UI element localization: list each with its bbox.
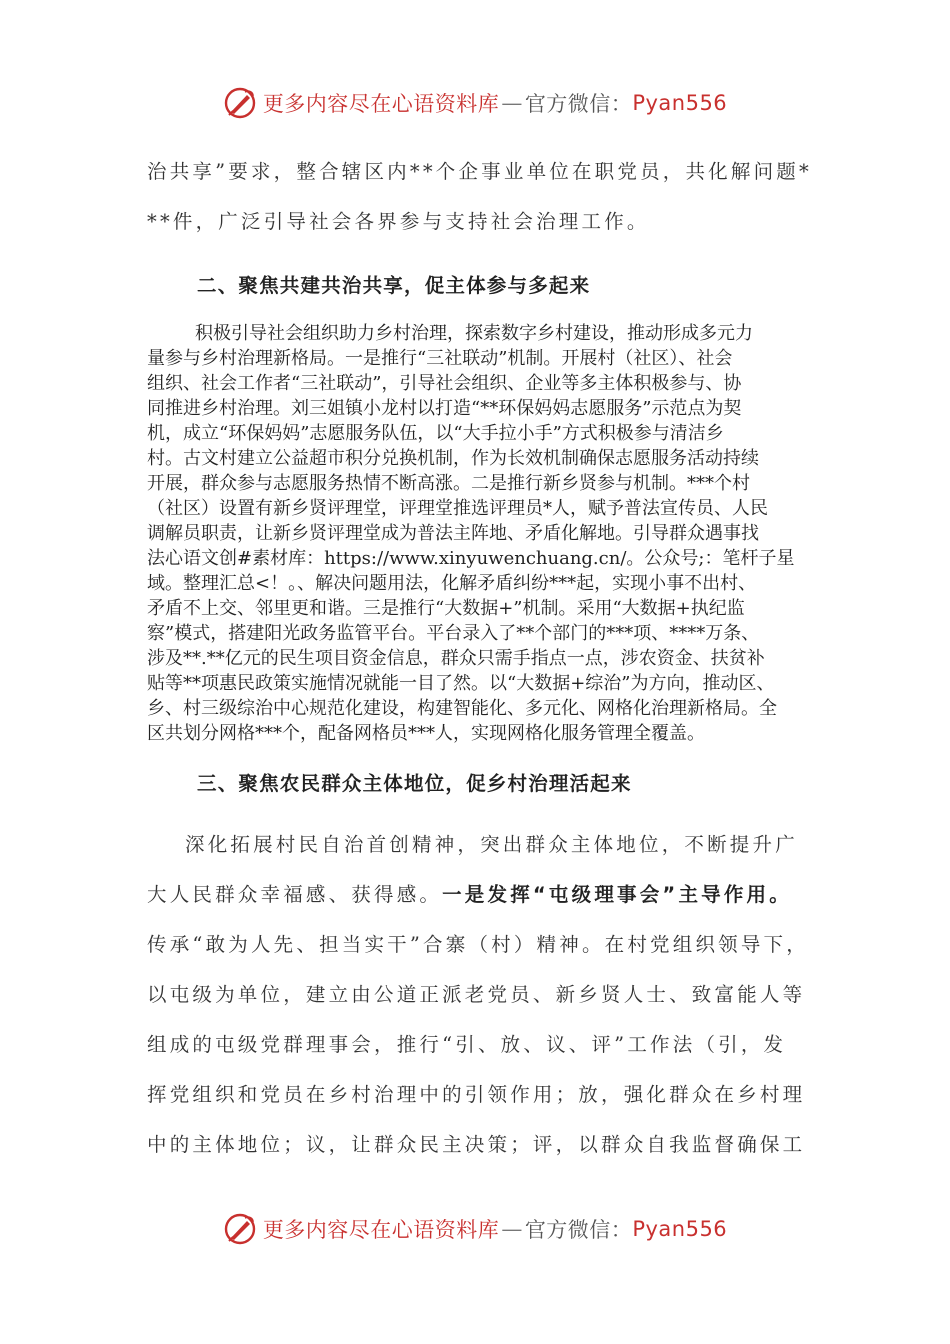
text-line: 开展，群众参与志愿服务热情不断高涨。二是推行新乡贤参与机制。***个村: [147, 473, 750, 494]
text-line: 乡、村三级综治中心规范化建设，构建智能化、多元化、网格化治理新格局。全: [147, 698, 777, 719]
banner-title: 更多内容尽在心语资料库: [262, 1218, 500, 1242]
text-line: **件，广泛引导社会各界参与支持社会治理工作。: [147, 210, 650, 233]
text-line: 深化拓展村民自治首创精神，突出群众主体地位，不断提升广: [185, 833, 798, 856]
text-line: 组成的屯级党群理事会，推行“引、放、议、评”工作法（引，发: [147, 1033, 787, 1056]
section-2-paragraph: [147, 321, 819, 746]
banner-dash: —: [501, 91, 523, 115]
text-line: 矛盾不上交、邻里更和谐。三是推行“大数据+”机制。采用“大数据+执纪监: [147, 598, 745, 619]
text-line: 机，成立“环保妈妈”志愿服务队伍，以“大手拉小手”方式积极参与清洁乡: [147, 423, 724, 444]
text-line: 组织、社会工作者“三社联动”，引导社会组织、企业等多主体积极参与、协: [147, 373, 742, 394]
text-line: 贴等**项惠民政策实施情况就能一目了然。以“大数据+综治”为方向，推动区、: [147, 673, 775, 694]
section-heading-3: 三、聚焦农民群众主体地位，促乡村治理活起来: [197, 772, 632, 795]
banner-wechat-label: 官方微信：: [524, 1218, 633, 1242]
text-line: 积极引导社会组织助力乡村治理，探索数字乡村建设，推动形成多元力: [195, 323, 753, 344]
text-line: 察”模式，搭建阳光政务监管平台。平台录入了**个部门的***项、****万条、: [147, 623, 760, 644]
footer-banner: [0, 1209, 950, 1249]
text-line: 调解员职责，让新乡贤评理堂成为普法主阵地、矛盾化解地。引导群众遇事找: [147, 523, 759, 544]
text-line: 同推进乡村治理。刘三姐镇小龙村以打造“**环保妈妈志愿服务”示范点为契: [147, 398, 742, 419]
text-line: 法心语文创#素材库：https://www.xinyuwenchuang.cn/。公众号;：笔杆子星: [147, 548, 795, 569]
text-line: [147, 870, 812, 920]
text-line: 量参与乡村治理新格局。一是推行“三社联动”机制。开展村（社区）、社会: [147, 348, 733, 369]
text-line: 传承“敢为人先、担当实干”合寨（村）精神。在村党组织领导下，: [147, 933, 809, 956]
text-line: 中的主体地位；议，让群众民主决策；评，以群众自我监督确保工: [147, 1133, 806, 1156]
quill-logo-icon: [223, 1212, 257, 1246]
text-line: 区共划分网格***个，配备网格员***人，实现网格化服务管理全覆盖。: [147, 723, 705, 744]
section-3-paragraph: [147, 820, 812, 1170]
banner-wechat-label: 官方微信：: [524, 92, 633, 116]
text-line: 涉及**.**亿元的民生项目资金信息，群众只需手指点一点，涉农资金、扶贫补: [147, 648, 765, 669]
text-line: 挥党组织和党员在乡村治理中的引领作用；放，强化群众在乡村理: [147, 1083, 806, 1106]
text-line: 村。古文村建立公益超市积分兑换机制，作为长效机制确保志愿服务活动持续: [147, 448, 759, 469]
text-line: 治共享”要求，整合辖区内**个企事业单位在职党员，共化解问题*: [147, 160, 812, 183]
text-line: 以屯级为单位，建立由公道正派老党员、新乡贤人士、致富能人等: [147, 983, 806, 1006]
banner-wechat-id: Pyan556: [632, 1217, 728, 1241]
banner-dash: —: [501, 1217, 523, 1241]
banner-title: 更多内容尽在心语资料库: [262, 92, 500, 116]
text-normal: 大人民群众幸福感、获得感。: [147, 883, 443, 906]
text-bold: 一是发挥“屯级理事会”主导作用。: [442, 883, 792, 906]
quill-logo-icon: [223, 86, 257, 120]
section-heading-2: 二、聚焦共建共治共享，促主体参与多起来: [197, 274, 591, 297]
header-banner: [0, 83, 950, 123]
text-line: 域。整理汇总<！。、解决问题用法，化解矛盾纠纷***起，实现小事不出村、: [147, 573, 757, 594]
banner-wechat-id: Pyan556: [632, 91, 728, 115]
text-line: （社区）设置有新乡贤评理堂，评理堂推选评理员*人，赋予普法宣传员、人民: [147, 498, 768, 519]
intro-paragraph: [147, 147, 812, 247]
